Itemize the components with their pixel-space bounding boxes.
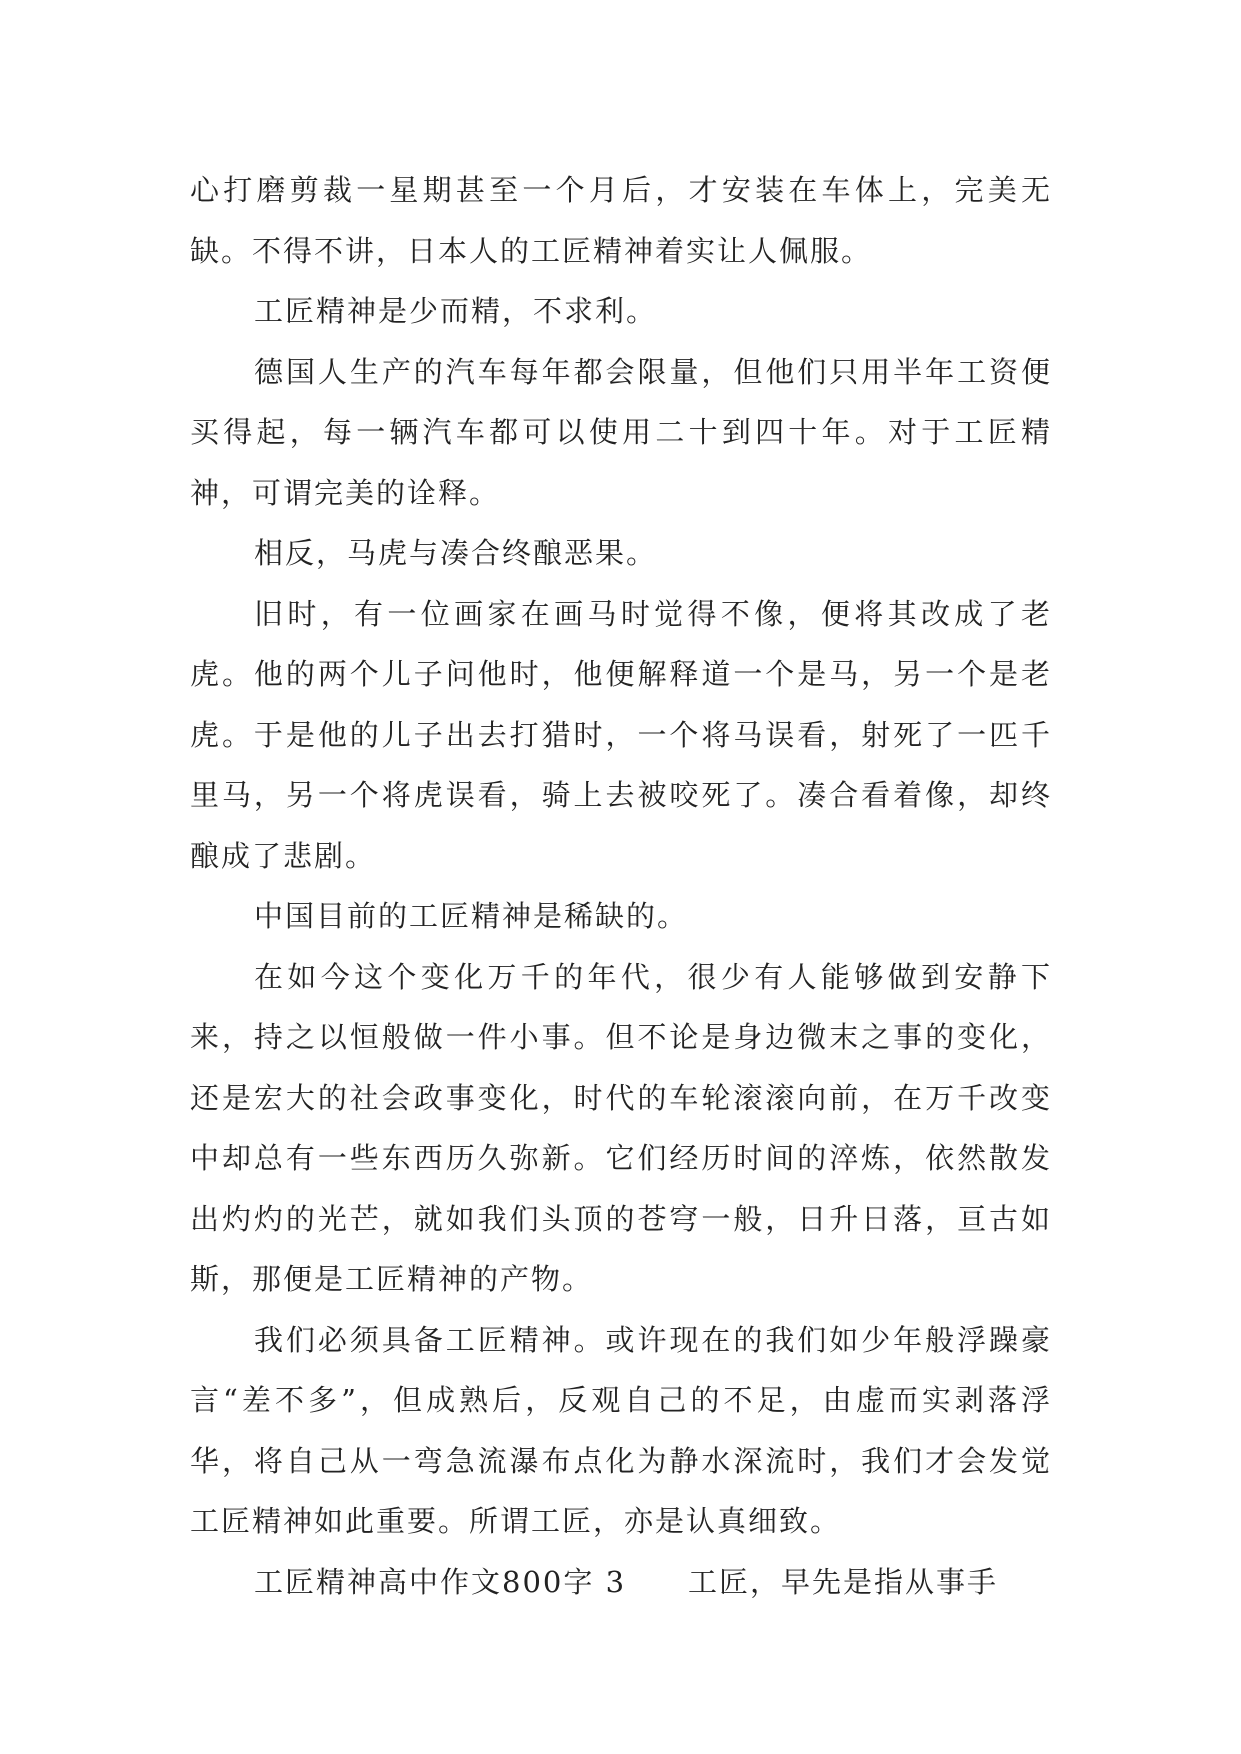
- paragraph: 在如今这个变化万千的年代，很少有人能够做到安静下来，持之以恒般做一件小事。但不论是身边微末之事的变化，还是宏大的社会政事变化，时代的车轮滚滚向前，在万千改变中却总有一些东西历久弥新。它们经历时间的淬炼，依然散发出灼灼的光芒，就如我们头顶的苍穹一般，日升日落，亘古如斯，那便是工匠精神的产物。: [190, 959, 1052, 1296]
- paragraph: 工匠精神是少而精，不求利。: [254, 294, 658, 328]
- paragraph-continuation: 心打磨剪裁一星期甚至一个月后，才安装在车体上，完美无缺。不得不讲，日本人的工匠精神着实让人佩服。: [190, 173, 1052, 268]
- paragraph: 旧时，有一位画家在画马时觉得不像，便将其改成了老虎。他的两个儿子问他时，他便解释道一个是马，另一个是老虎。于是他的儿子出去打猎时，一个将马误看，射死了一匹千里马，另一个将虎误看，骑上去被咬死了。凑合看着像，却终酿成了悲剧。: [190, 596, 1052, 873]
- document-body: [190, 160, 1052, 1612]
- paragraph: 德国人生产的汽车每年都会限量，但他们只用半年工资便买得起，每一辆汽车都可以使用二十到四十年。对于工匠精神，可谓完美的诠释。: [190, 354, 1052, 510]
- paragraph-heading-start: 工匠精神高中作文800字 3 工匠，早先是指从事手: [254, 1564, 999, 1599]
- paragraph: 相反，马虎与凑合终酿恶果。: [254, 536, 658, 570]
- paragraph: 中国目前的工匠精神是稀缺的。: [254, 899, 689, 933]
- paragraph: 我们必须具备工匠精神。或许现在的我们如少年般浮躁豪言“差不多”，但成熟后，反观自己的不足，由虚而实剥落浮华，将自己从一弯急流瀑布点化为静水深流时，我们才会发觉工匠精神如此重要。所谓工匠，亦是认真细致。: [190, 1322, 1052, 1538]
